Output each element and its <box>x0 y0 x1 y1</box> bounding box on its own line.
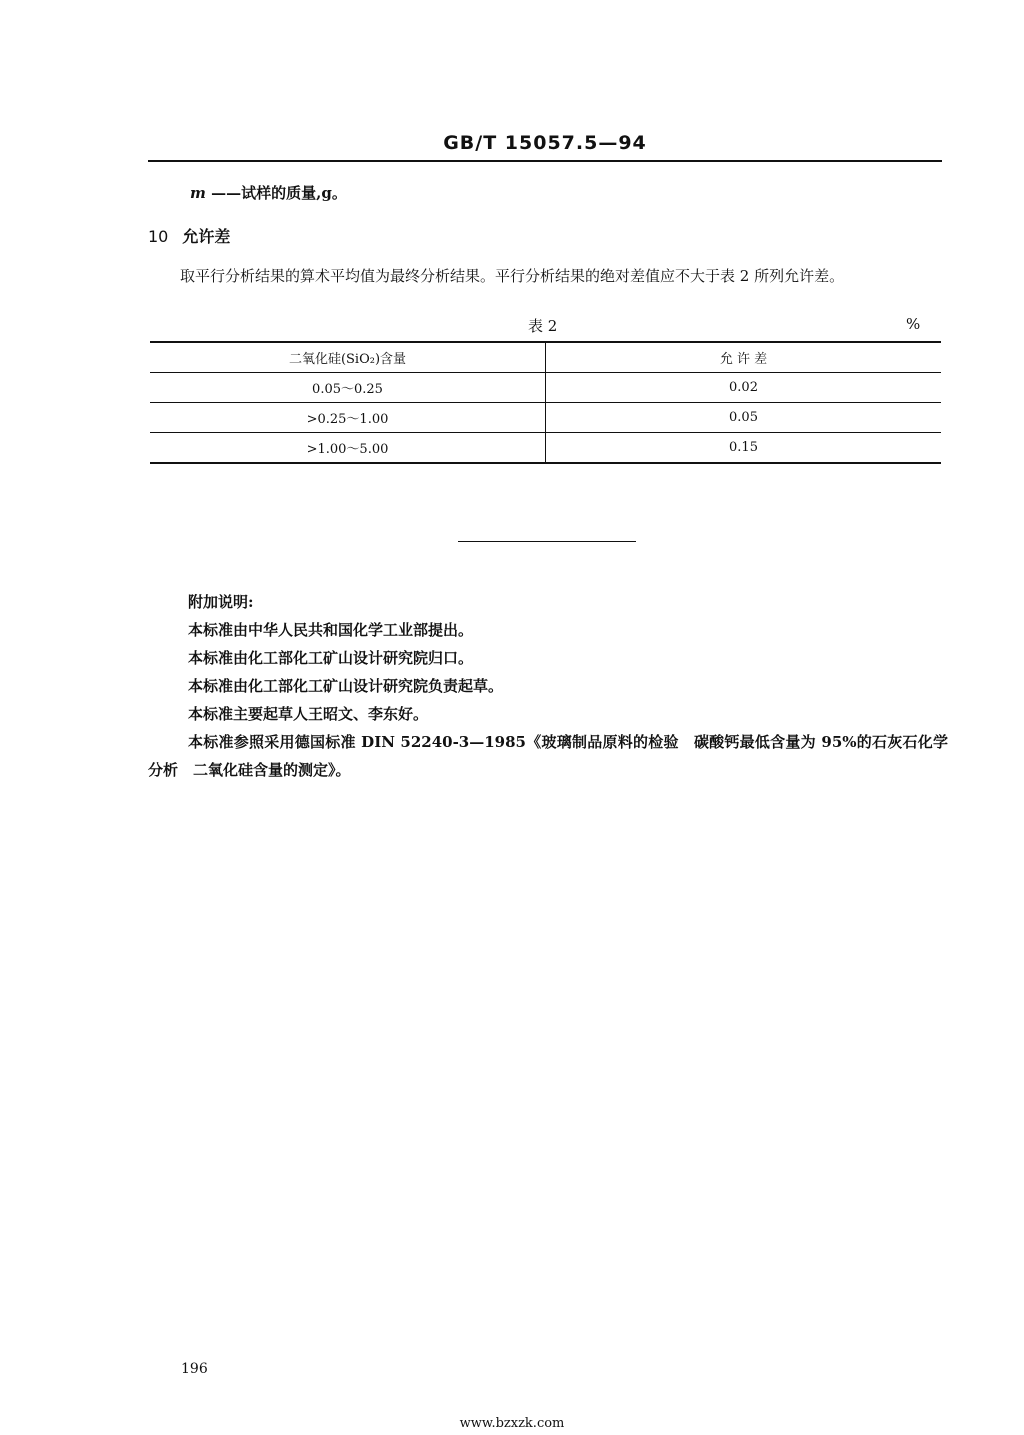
note-line: 本标准主要起草人王昭文、李东好。 <box>188 705 429 723</box>
table-row <box>150 433 941 464</box>
content-range-cell: >1.00～5.00 <box>150 433 546 464</box>
page-number: 196 <box>181 1361 208 1377</box>
section-title: 允许差 <box>182 227 231 246</box>
table-caption: 表 2 <box>528 317 558 335</box>
note-line: 本标准参照采用德国标准 DIN 52240-3—1985《玻璃制品原料的检验 碳酸钙最低含量为 95%的石灰石化学分析 二氧化硅含量的测定》。 <box>148 733 948 779</box>
body-paragraph: 取平行分析结果的算术平均值为最终分析结果。平行分析结果的绝对差值应不大于表 2 所列允许差。 <box>180 267 845 285</box>
table-row <box>150 373 941 403</box>
variable-definition <box>190 182 347 203</box>
note-line: 本标准由中华人民共和国化学工业部提出。 <box>188 621 474 639</box>
table-unit: % <box>906 315 921 333</box>
tolerance-cell: 0.05 <box>546 403 942 433</box>
tolerance-cell: 0.15 <box>546 433 942 464</box>
note-line: 本标准由化工部化工矿山设计研究院归口。 <box>188 649 474 667</box>
additional-notes <box>148 588 948 784</box>
notes-title: 附加说明: <box>188 593 254 611</box>
section-number: 10 <box>148 227 169 246</box>
note-line: 本标准由化工部化工矿山设计研究院负责起草。 <box>188 677 504 695</box>
section-heading <box>148 224 230 247</box>
footer-url: www.bzxzk.com <box>459 1416 565 1431</box>
table-header-row <box>150 342 941 373</box>
content-range-cell: >0.25～1.00 <box>150 403 546 433</box>
tolerance-table <box>150 341 941 464</box>
end-of-text-rule <box>458 541 636 542</box>
table-row <box>150 403 941 433</box>
header-tolerance-column: 允 许 差 <box>546 342 942 373</box>
content-range-cell: 0.05～0.25 <box>150 373 546 403</box>
variable-symbol: m <box>190 184 206 202</box>
header-rule <box>148 160 942 162</box>
variable-text: ——试样的质量,g。 <box>211 184 347 202</box>
standard-header: GB/T 15057.5—94 <box>443 132 647 154</box>
header-content-column: 二氧化硅(SiO₂)含量 <box>150 342 546 373</box>
tolerance-cell: 0.02 <box>729 380 758 395</box>
